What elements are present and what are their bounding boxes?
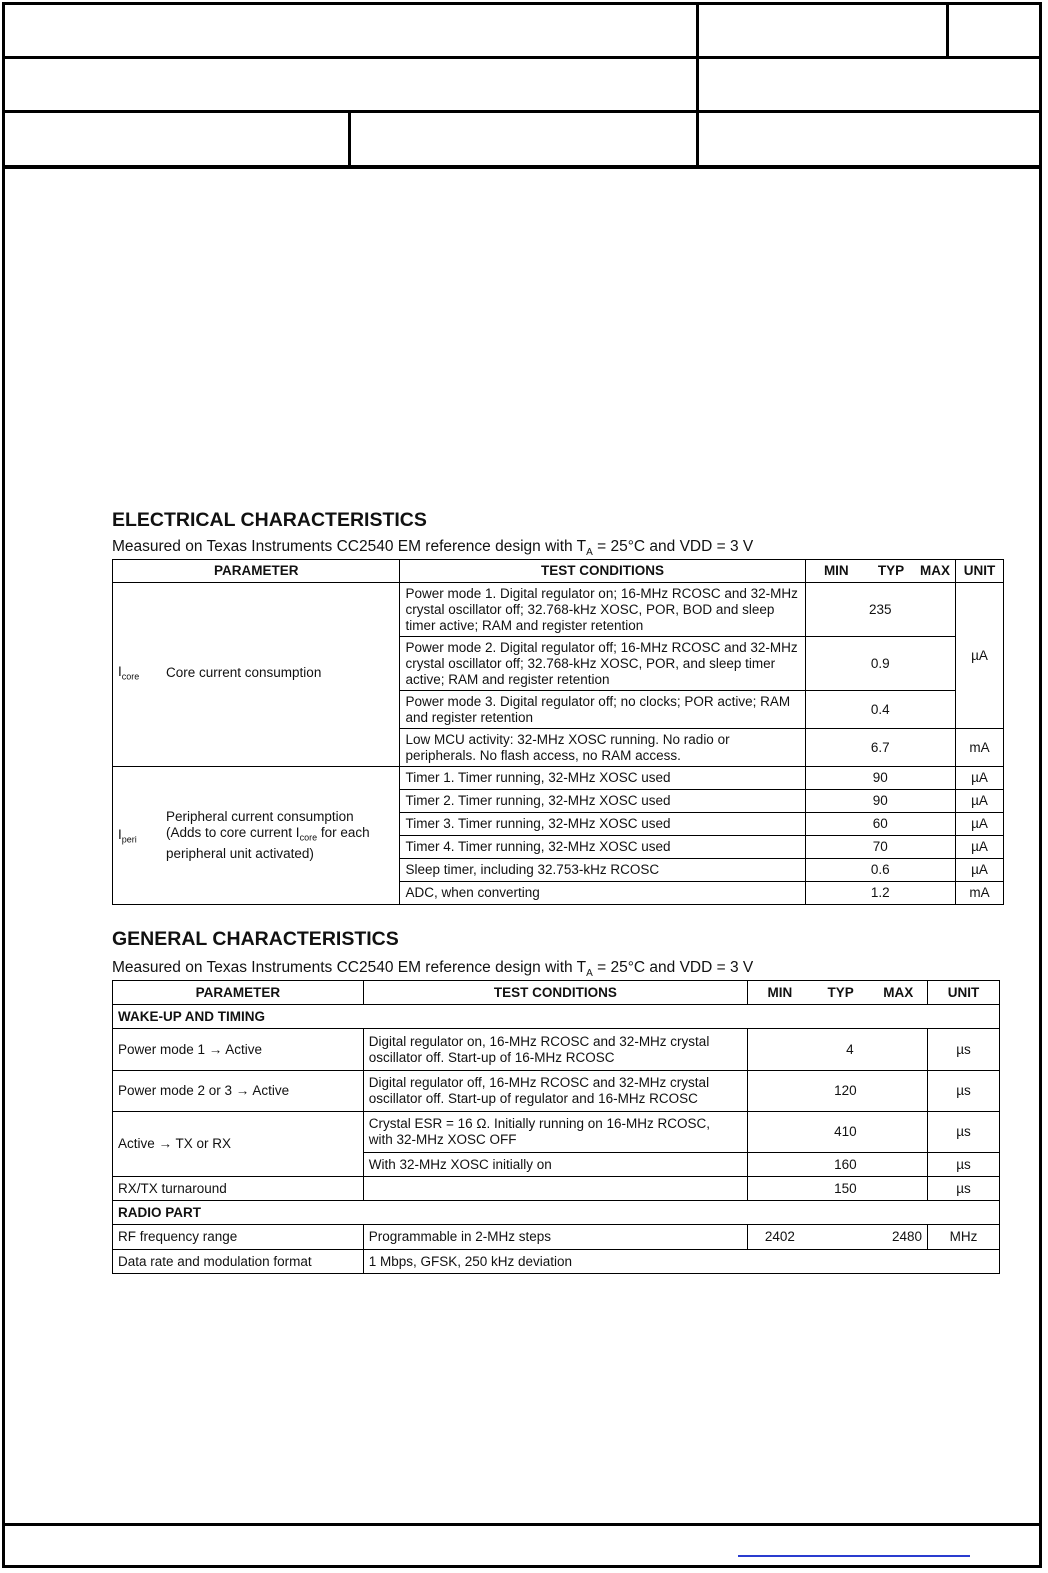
title-block-divider — [2, 56, 1042, 59]
unit-value: µs — [928, 1071, 1000, 1112]
table-header-row — [113, 981, 1000, 1005]
parameter-name: Power mode 2 or 3 → Active — [113, 1071, 364, 1112]
min-value: 2402 — [748, 1225, 812, 1250]
test-condition: Crystal ESR = 16 Ω. Initially running on 16-MHz RCOSC, with 32-MHz XOSC OFF — [363, 1112, 747, 1153]
parameter-name: RF frequency range — [113, 1225, 364, 1250]
icore-parameter — [113, 583, 400, 767]
title-block-divider — [696, 2, 699, 167]
test-condition: Digital regulator off, 16-MHz RCOSC and 32-MHz crystal oscillator off. Start-up of regulator and 16-MHz RCOSC — [363, 1071, 747, 1112]
subtitle-text: = 25°C and VDD = 3 V — [592, 959, 754, 976]
test-condition: Power mode 2. Digital regulator off; 16-MHz RCOSC and 32-MHz crystal oscillator off; 32.768-kHz XOSC, POR, and sleep timer active; RAM and register retention — [400, 637, 805, 691]
icore-description: Core current consumption — [166, 664, 322, 680]
group-row — [113, 1005, 1000, 1029]
group-row — [113, 1201, 1000, 1225]
typ-value: 150 — [748, 1177, 928, 1201]
footer-divider — [2, 1523, 1042, 1526]
table-row — [113, 1071, 1000, 1112]
test-condition: Timer 4. Timer running, 32-MHz XOSC used — [400, 836, 805, 859]
footer-link-underline[interactable] — [738, 1555, 970, 1557]
col-header-typ: TYP — [812, 981, 870, 1005]
unit-value: µs — [928, 1153, 1000, 1177]
col-header-typ: TYP — [867, 560, 915, 583]
col-header-max: MAX — [915, 560, 956, 583]
subtitle-text: = 25°C and VDD = 3 V — [592, 538, 754, 555]
typ-value: 90 — [805, 790, 955, 813]
unit-value: µA — [955, 790, 1003, 813]
test-condition: Low MCU activity: 32-MHz XOSC running. No radio or peripherals. No flash access, no RAM access. — [400, 729, 805, 767]
electrical-title: ELECTRICAL CHARACTERISTICS — [112, 509, 427, 531]
col-header-min: MIN — [748, 981, 812, 1005]
general-subtitle — [112, 959, 753, 979]
unit-value: µA — [955, 813, 1003, 836]
parameter-name: Active → TX or RX — [113, 1112, 364, 1177]
subtitle-text: Measured on Texas Instruments CC2540 EM reference design with T — [112, 959, 587, 976]
title-block-divider — [348, 110, 351, 167]
parameter-name: RX/TX turnaround — [113, 1177, 364, 1201]
typ-value: 0.9 — [805, 637, 955, 691]
unit-value: µs — [928, 1029, 1000, 1071]
typ-value: 1.2 — [805, 882, 955, 905]
typ-value: 160 — [748, 1153, 928, 1177]
unit-value: µA — [955, 859, 1003, 882]
table-row — [113, 767, 1004, 790]
col-header-unit: UNIT — [928, 981, 1000, 1005]
table-row — [113, 1225, 1000, 1250]
group-label-wakeup: WAKE-UP AND TIMING — [113, 1005, 1000, 1029]
col-header-test-conditions: TEST CONDITIONS — [363, 981, 747, 1005]
unit-value: mA — [955, 882, 1003, 905]
typ-value: 410 — [748, 1112, 928, 1153]
test-condition: Timer 2. Timer running, 32-MHz XOSC used — [400, 790, 805, 813]
icore-symbol: $I_{core}$ — [118, 664, 140, 682]
typ-value: 0.6 — [805, 859, 955, 882]
unit-value: µs — [928, 1112, 1000, 1153]
table-row — [113, 1029, 1000, 1071]
subtitle-sub: A — [586, 968, 593, 980]
typ-value: 235 — [805, 583, 955, 637]
test-condition: 1 Mbps, GFSK, 250 kHz deviation — [363, 1250, 999, 1274]
parameter-name: Data rate and modulation format — [113, 1250, 364, 1274]
general-title: GENERAL CHARACTERISTICS — [112, 928, 399, 950]
unit-value: mA — [955, 729, 1003, 767]
general-table — [112, 980, 1000, 1274]
subtitle-text: Measured on Texas Instruments CC2540 EM reference design with T — [112, 538, 587, 555]
unit-value: µs — [928, 1177, 1000, 1201]
table-header-row — [113, 560, 1004, 583]
col-header-parameter: PARAMETER — [113, 981, 364, 1005]
test-condition: Sleep timer, including 32.753-kHz RCOSC — [400, 859, 805, 882]
title-block-divider — [2, 110, 1042, 113]
col-header-max: MAX — [870, 981, 928, 1005]
test-condition: Timer 1. Timer running, 32-MHz XOSC used — [400, 767, 805, 790]
test-condition: Programmable in 2-MHz steps — [363, 1225, 747, 1250]
electrical-table — [112, 559, 1004, 905]
test-condition: ADC, when converting — [400, 882, 805, 905]
typ-value: 90 — [805, 767, 955, 790]
title-block-divider — [2, 165, 1042, 169]
typ-value: 0.4 — [805, 691, 955, 729]
electrical-subtitle — [112, 538, 753, 558]
test-condition: Timer 3. Timer running, 32-MHz XOSC used — [400, 813, 805, 836]
typ-value: 4 — [748, 1029, 928, 1071]
typ-value — [812, 1225, 870, 1250]
col-header-test-conditions: TEST CONDITIONS — [400, 560, 805, 583]
unit-value: µA — [955, 583, 1003, 729]
iperi-description: Peripheral current consumption (Adds to core current $I_{core}$ for each peripheral unit activated) — [166, 809, 370, 861]
test-condition: Power mode 1. Digital regulator on; 16-MHz RCOSC and 32-MHz crystal oscillator off; 32.768-kHz XOSC, POR, BOD and sleep timer active; RAM and register retention — [400, 583, 805, 637]
unit-value: µA — [955, 767, 1003, 790]
iperi-parameter — [113, 767, 400, 905]
typ-value: 70 — [805, 836, 955, 859]
group-label-radio: RADIO PART — [113, 1201, 1000, 1225]
typ-value: 120 — [748, 1071, 928, 1112]
iperi-symbol: $I_{peri}$ — [118, 827, 137, 845]
unit-value: MHz — [928, 1225, 1000, 1250]
parameter-name: Power mode 1 → Active — [113, 1029, 364, 1071]
test-condition: Power mode 3. Digital regulator off; no clocks; POR active; RAM and register retention — [400, 691, 805, 729]
typ-value: 6.7 — [805, 729, 955, 767]
unit-value: µA — [955, 836, 1003, 859]
table-row — [113, 583, 1004, 637]
title-block-divider — [946, 2, 949, 58]
typ-value: 60 — [805, 813, 955, 836]
col-header-parameter: PARAMETER — [113, 560, 400, 583]
subtitle-sub: A — [586, 547, 593, 559]
table-row — [113, 1250, 1000, 1274]
max-value: 2480 — [870, 1225, 928, 1250]
col-header-unit: UNIT — [955, 560, 1003, 583]
table-row — [113, 1112, 1000, 1153]
test-condition: Digital regulator on, 16-MHz RCOSC and 32-MHz crystal oscillator off. Start-up of 16-MHz RCOSC — [363, 1029, 747, 1071]
test-condition — [363, 1177, 747, 1201]
table-row — [113, 1177, 1000, 1201]
col-header-min: MIN — [805, 560, 867, 583]
test-condition: With 32-MHz XOSC initially on — [363, 1153, 747, 1177]
